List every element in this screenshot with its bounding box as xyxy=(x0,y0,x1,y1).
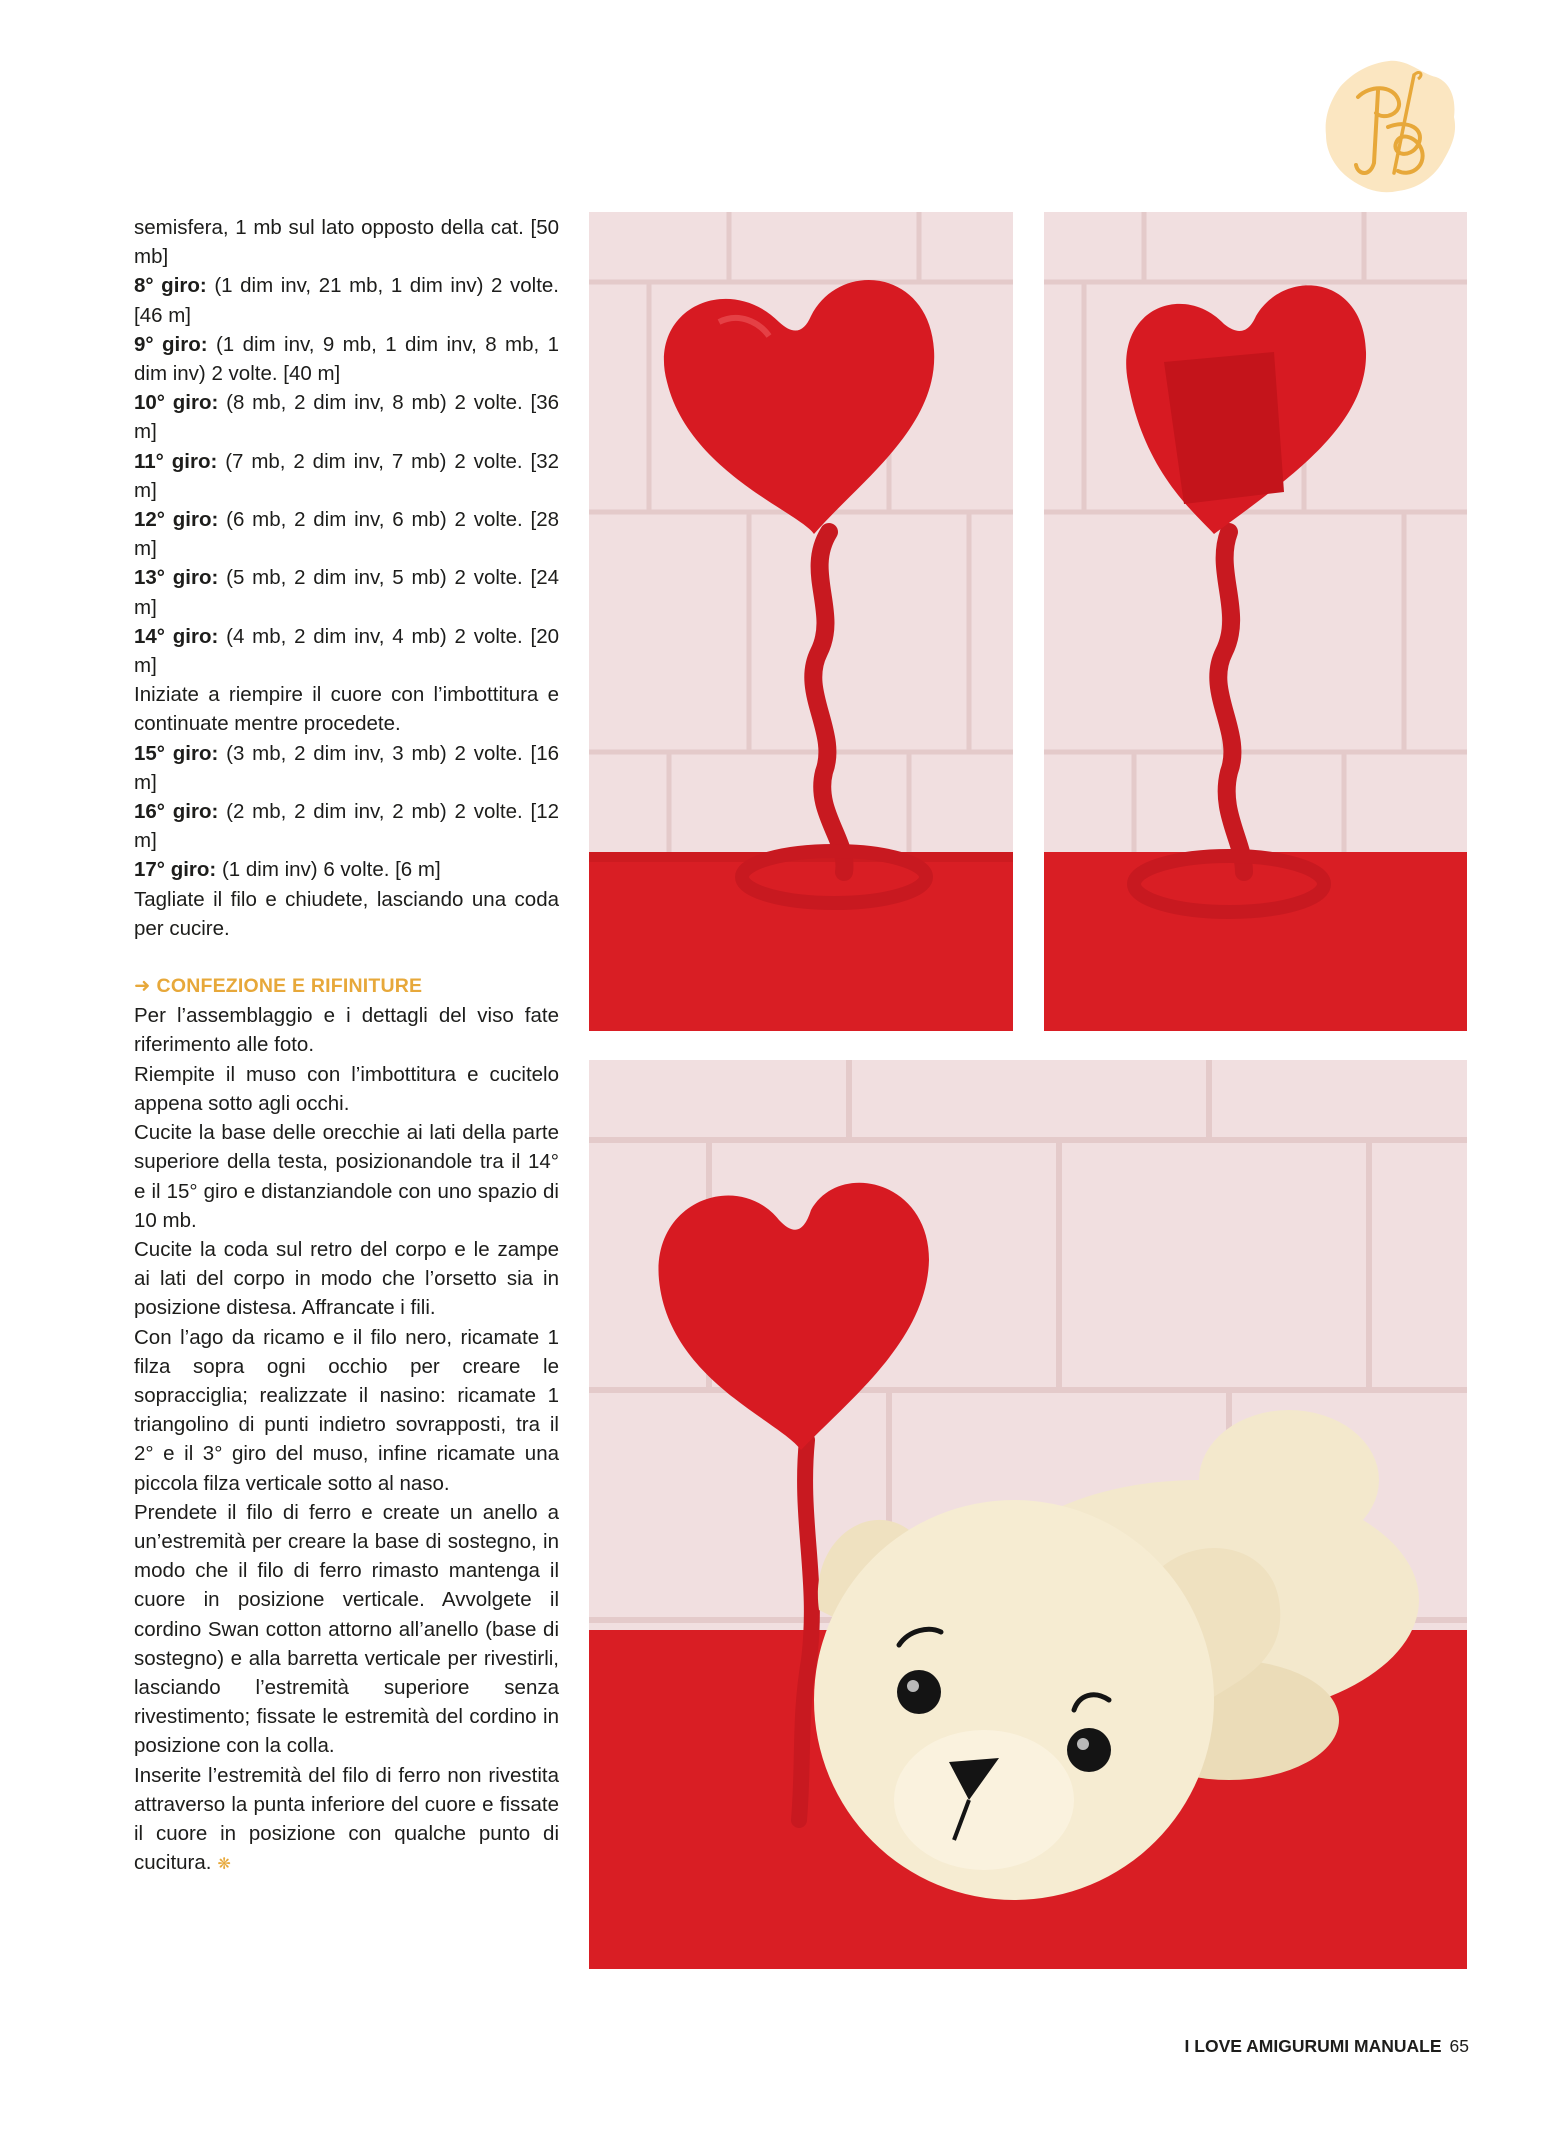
magazine-title: I LOVE AMIGURUMI MANUALE xyxy=(1184,2036,1442,2056)
finishing-text: Cucite la coda sul retro del corpo e le zampe ai lati del corpo in modo che l’orsetto sia in posizione distesa. Affrancate i fili. xyxy=(134,1237,559,1320)
photo-bear-with-heart xyxy=(589,1060,1467,1969)
pattern-row xyxy=(134,797,559,855)
flower-icon: ❋ xyxy=(217,1856,231,1874)
round-text: (5 mb, 2 dim inv, 5 mb) 2 volte. [24 m] xyxy=(134,566,559,619)
round-label: 8° giro: xyxy=(134,274,207,298)
finishing-paragraph xyxy=(134,1060,559,1118)
round-label: 10° giro: xyxy=(134,391,219,415)
pattern-row xyxy=(134,680,559,738)
finishing-paragraph xyxy=(134,1761,559,1880)
round-label: 13° giro: xyxy=(134,566,219,590)
round-text: semisfera, 1 mb sul lato opposto della cat. [50 mb] xyxy=(134,216,559,269)
round-text: (1 dim inv) 6 volte. [6 m] xyxy=(216,858,441,882)
round-label: 9° giro: xyxy=(134,332,208,356)
round-label: 12° giro: xyxy=(134,508,219,532)
pattern-row xyxy=(134,447,559,505)
pattern-row xyxy=(134,739,559,797)
pattern-row xyxy=(134,330,559,388)
page-footer xyxy=(1185,2036,1469,2057)
pattern-row xyxy=(134,885,559,943)
round-text: (1 dim inv, 9 mb, 1 dim inv, 8 mb, 1 dim inv) 2 volte. [40 m] xyxy=(134,332,560,386)
photo-heart-back xyxy=(1044,212,1467,1031)
pattern-row xyxy=(134,855,559,884)
brand-logo xyxy=(1318,55,1460,197)
page-number: 65 xyxy=(1449,2036,1469,2056)
round-label: 17° giro: xyxy=(134,858,217,882)
round-text: (1 dim inv, 21 mb, 1 dim inv) 2 volte. [46 m] xyxy=(134,274,560,327)
pattern-row xyxy=(134,271,559,329)
round-text: (4 mb, 2 dim inv, 4 mb) 2 volte. [20 m] xyxy=(134,624,559,678)
pattern-instructions xyxy=(134,213,559,943)
finishing-text: Riempite il muso con l’imbottitura e cucitelo appena sotto agli occhi. xyxy=(134,1062,559,1115)
finishing-text: Cucite la base delle orecchie ai lati della parte superiore della testa, posizionandole tra il 14° e il 15° giro e distanziandole con uno spazio di 10 mb. xyxy=(134,1121,559,1232)
round-label: 11° giro: xyxy=(134,449,218,473)
finishing-text: Con l’ago da ricamo e il filo nero, ricamate 1 filza sopra ogni occhio per creare le sopracciglia; realizzate il nasino: ricamate 1 triangolino di punti indietro sovrapposti, tra il 2° e il 3° giro del muso, infine ricamate una piccola filza verticale sotto al naso. xyxy=(134,1325,559,1495)
round-text: (2 mb, 2 dim inv, 2 mb) 2 volte. [12 m] xyxy=(134,800,559,853)
photo-heart-front xyxy=(589,212,1013,1031)
round-label: 14° giro: xyxy=(134,624,219,648)
finishing-text: Per l’assemblaggio e i dettagli del viso fate riferimento alle foto. xyxy=(134,1004,559,1057)
finishing-paragraph xyxy=(134,1235,559,1323)
pattern-row xyxy=(134,563,559,621)
round-text: (7 mb, 2 dim inv, 7 mb) 2 volte. [32 m] xyxy=(134,449,560,502)
round-text: (3 mb, 2 dim inv, 3 mb) 2 volte. [16 m] xyxy=(134,741,559,794)
round-text: (6 mb, 2 dim inv, 6 mb) 2 volte. [28 m] xyxy=(134,508,559,561)
finishing-text: Inserite l’estremità del filo di ferro non rivestita attraverso la punta inferiore del cuore e fissate il cuore in posizione con qualche punto di cucitura. xyxy=(134,1763,559,1875)
arrow-right-icon: ➜ xyxy=(134,975,151,998)
finishing-paragraph xyxy=(134,1323,559,1498)
round-text: (8 mb, 2 dim inv, 8 mb) 2 volte. [36 m] xyxy=(134,391,559,444)
pattern-row xyxy=(134,388,559,446)
finishing-instructions xyxy=(134,1001,559,1879)
round-text: Iniziate a riempire il cuore con l’imbottitura e continuate mentre procedete. xyxy=(134,683,559,736)
finishing-paragraph xyxy=(134,1001,559,1059)
round-label: 15° giro: xyxy=(134,741,219,765)
round-label: 16° giro: xyxy=(134,800,219,824)
round-text: Tagliate il filo e chiudete, lasciando una coda per cucire. xyxy=(134,887,559,940)
pattern-row xyxy=(134,505,559,563)
pattern-row xyxy=(134,213,559,271)
finishing-paragraph xyxy=(134,1498,559,1761)
finishing-text: Prendete il filo di ferro e create un anello a un’estremità per creare la base di sostegno, in modo che il filo di ferro rimasto mantenga il cuore in posizione verticale. Avvolgete il cordino Swan cotton attorno all’anello (base di sostegno) e alla barretta verticale per rivestirli, lasciando l’estremità superiore senza rivestimento; fissate le estremità del cordino in posizione con la colla. xyxy=(134,1500,559,1758)
section-title xyxy=(134,972,559,1001)
text-column xyxy=(134,213,559,1879)
section-title-text: CONFEZIONE E RIFINITURE xyxy=(156,975,423,998)
pattern-row xyxy=(134,622,559,680)
finishing-paragraph xyxy=(134,1118,559,1235)
